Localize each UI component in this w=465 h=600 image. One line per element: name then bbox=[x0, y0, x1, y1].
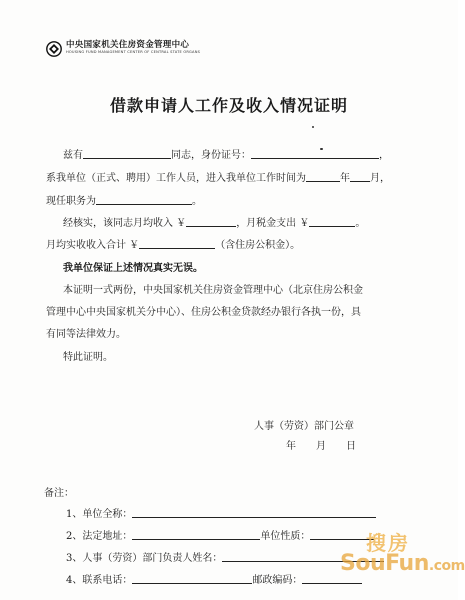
text: （含住房公积金）。 bbox=[215, 240, 301, 251]
text: 月均实收收入合计 ￥ bbox=[46, 240, 140, 251]
text: 同志，身份证号： bbox=[171, 150, 251, 161]
notes-title: 备注： bbox=[44, 488, 74, 499]
note-item-2 bbox=[66, 527, 374, 542]
paragraph-line-1: 本证明一式两份，中央国家机关住房资金管理中心（北京住房公积金 bbox=[63, 285, 363, 296]
note-item-3 bbox=[66, 549, 384, 564]
tax-blank bbox=[309, 217, 355, 227]
department-seal-label: 人事（劳资）部门公章 bbox=[254, 421, 354, 432]
closing-statement: 特此证明。 bbox=[63, 352, 113, 363]
position-blank bbox=[96, 195, 192, 205]
document-title: 借款申请人工作及收入情况证明 bbox=[109, 96, 348, 115]
paragraph-line-3: 有同等法律效力。 bbox=[46, 329, 126, 340]
body-line-2 bbox=[46, 172, 390, 185]
text: 现任职务为 bbox=[46, 196, 96, 207]
letterhead bbox=[46, 40, 200, 57]
text: 系我单位（正式、聘用）工作人员，进入我单位工作时间为 bbox=[46, 173, 306, 184]
speck bbox=[312, 126, 314, 128]
income-blank bbox=[186, 217, 236, 227]
paragraph-line-2: 管理中心中央国家机关分中心）、住房公积金贷款经办银行各执一份，具 bbox=[46, 307, 361, 318]
net-income-blank bbox=[139, 239, 215, 249]
month-blank bbox=[350, 172, 370, 182]
id-number-blank bbox=[251, 149, 379, 159]
org-name: 中央国家机关住房资金管理中心 bbox=[66, 40, 190, 50]
text: 。 bbox=[355, 218, 366, 229]
soufun-watermark bbox=[340, 527, 465, 597]
text: 。 bbox=[192, 196, 202, 207]
note-item-4 bbox=[66, 571, 362, 586]
text: 3、人事（劳资）部门负责人姓名： bbox=[66, 553, 223, 564]
watermark-en bbox=[340, 551, 465, 576]
text: 2、法定地址： bbox=[66, 531, 133, 542]
text: 兹有 bbox=[63, 150, 83, 161]
guarantee-statement: 我单位保证上述情况真实无误。 bbox=[63, 263, 203, 274]
body-line-4 bbox=[63, 217, 365, 230]
text: ， bbox=[379, 150, 389, 161]
text: 年 bbox=[340, 173, 350, 184]
text: 经核实，该同志月均收入 ￥ bbox=[63, 218, 187, 229]
body-line-5 bbox=[46, 239, 300, 252]
text: 4、联系电话： bbox=[66, 575, 133, 586]
address-blank bbox=[132, 530, 260, 540]
org-name-en: HOUSING FUND MANAGEMENT CENTER OF CENTRAL STATE ORGANS bbox=[66, 50, 201, 54]
text: 1、单位全称： bbox=[66, 509, 133, 520]
watermark-domain: .com bbox=[428, 558, 465, 574]
org-logo-icon bbox=[46, 41, 62, 57]
text: 单位性质： bbox=[260, 531, 311, 542]
body-line-1 bbox=[63, 149, 389, 162]
watermark-en-text: SouFun bbox=[340, 551, 429, 576]
year-blank bbox=[306, 172, 340, 182]
signature-date: 年 月 日 bbox=[286, 441, 356, 452]
text: 邮政编码： bbox=[252, 575, 303, 586]
body-line-3 bbox=[46, 195, 202, 208]
name-blank bbox=[83, 149, 171, 159]
text: 月， bbox=[370, 173, 390, 184]
org-fullname-blank bbox=[132, 508, 376, 518]
text: ，月税金支出 ￥ bbox=[236, 218, 310, 229]
phone-blank bbox=[132, 574, 252, 584]
watermark-cn: 搜房 bbox=[366, 531, 410, 555]
note-item-1 bbox=[66, 505, 376, 520]
